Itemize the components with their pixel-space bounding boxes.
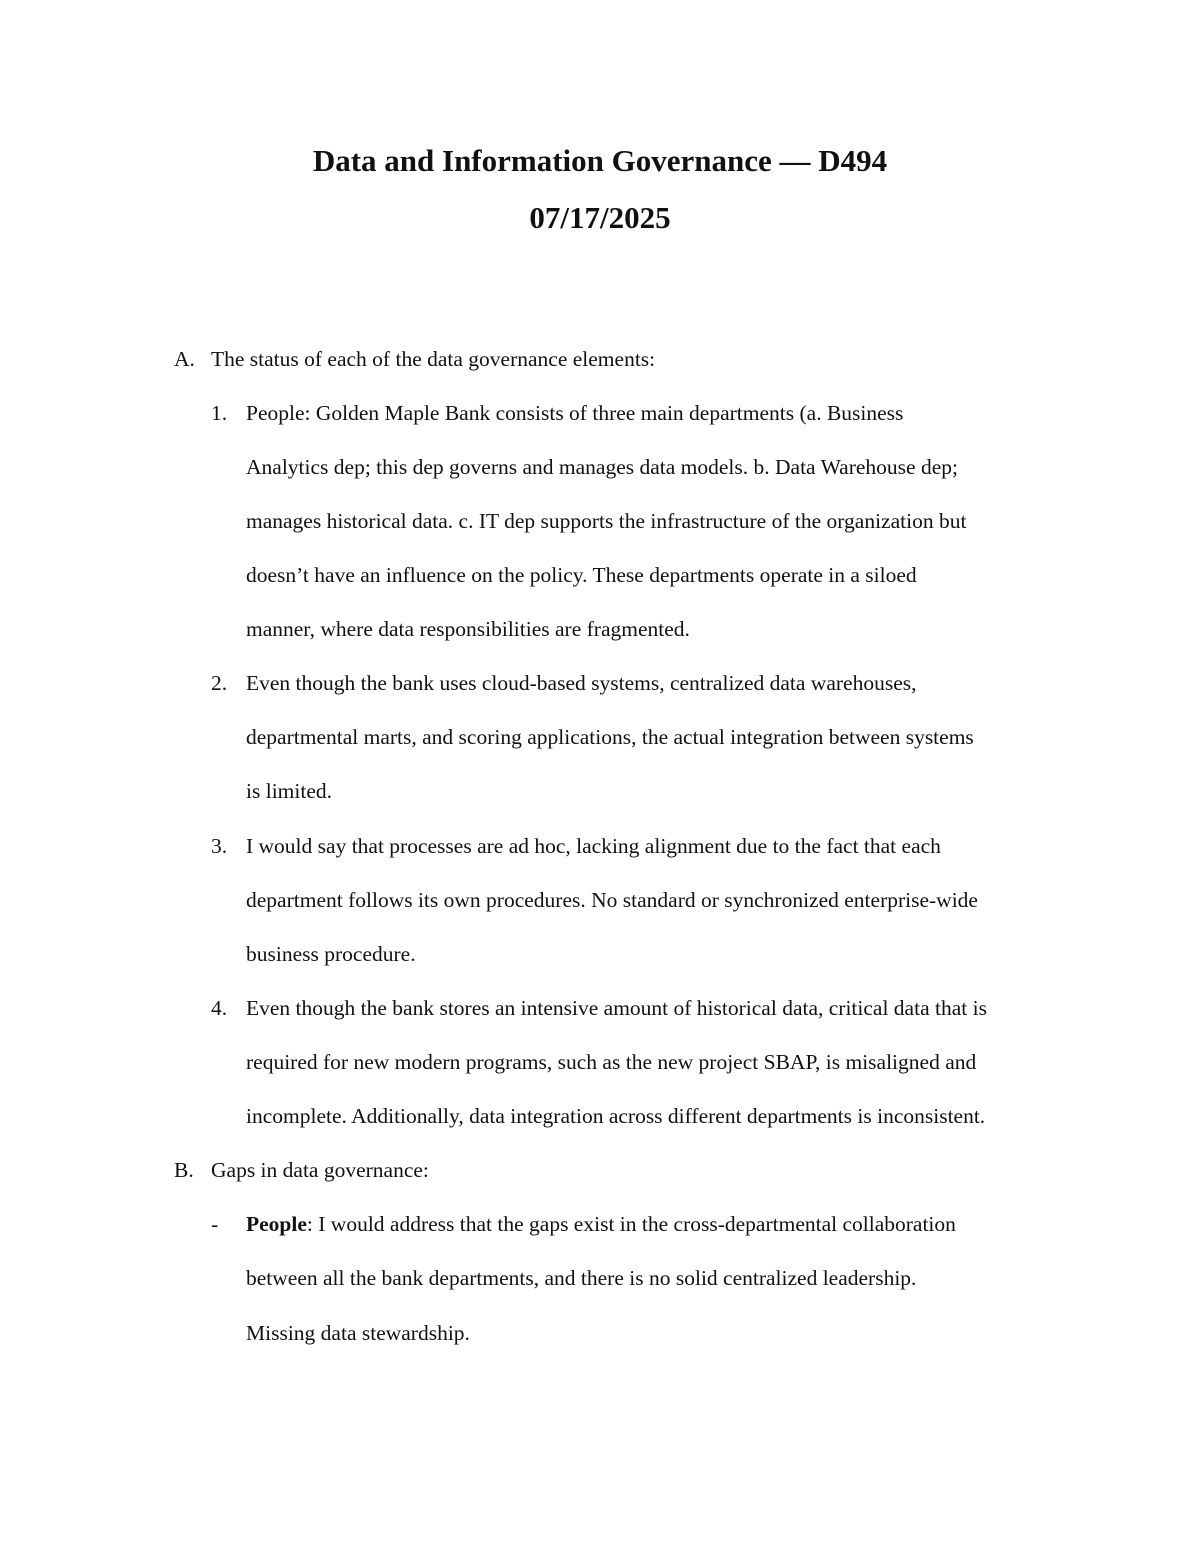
list-item-line: I would say that processes are ad hoc, lacking alignment due to the fact that each: [246, 834, 941, 858]
list-item-marker: 3.: [211, 834, 228, 858]
section-a-marker: A.: [174, 347, 195, 371]
list-item-line: is limited.: [246, 779, 332, 803]
list-item-line: manner, where data responsibilities are fragmented.: [246, 617, 690, 641]
list-item-line: Missing data stewardship.: [246, 1321, 470, 1345]
list-item-line: Even though the bank uses cloud-based systems, centralized data warehouses,: [246, 671, 917, 695]
section-b-heading: Gaps in data governance:: [211, 1158, 429, 1182]
list-item-marker: 4.: [211, 996, 228, 1020]
section-b-marker: B.: [174, 1158, 194, 1182]
list-item-line: business procedure.: [246, 942, 416, 966]
bold-label: People: [246, 1212, 307, 1236]
list-item-line: People: Golden Maple Bank consists of three main departments (a. Business: [246, 401, 904, 425]
list-item-line: incomplete. Additionally, data integration across different departments is inconsistent.: [246, 1104, 986, 1128]
list-item-line: between all the bank departments, and there is no solid centralized leadership.: [246, 1266, 917, 1290]
list-item-line: Analytics dep; this dep governs and manages data models. b. Data Warehouse dep;: [246, 455, 958, 479]
list-item-marker: 2.: [211, 671, 228, 695]
list-item-line: doesn’t have an influence on the policy. These departments operate in a siloed: [246, 563, 917, 587]
list-item-line: [246, 1209, 956, 1239]
section-a-heading: The status of each of the data governance elements:: [211, 347, 656, 371]
bullet-dash-marker: -: [211, 1212, 219, 1236]
document-date: 07/17/2025: [529, 200, 671, 235]
list-item-marker: 1.: [211, 401, 228, 425]
list-item-line: manages historical data. c. IT dep supports the infrastructure of the organization but: [246, 509, 967, 533]
list-item-line: required for new modern programs, such as the new project SBAP, is misaligned and: [246, 1050, 977, 1074]
document-title: Data and Information Governance — D494: [312, 143, 888, 178]
list-item-line-rest: : I would address that the gaps exist in the cross-departmental collaboration: [306, 1212, 956, 1236]
list-item-line: department follows its own procedures. No standard or synchronized enterprise-wide: [246, 888, 978, 912]
list-item-line: Even though the bank stores an intensive amount of historical data, critical data that is: [246, 996, 987, 1020]
list-item-line: departmental marts, and scoring applications, the actual integration between systems: [246, 725, 974, 749]
